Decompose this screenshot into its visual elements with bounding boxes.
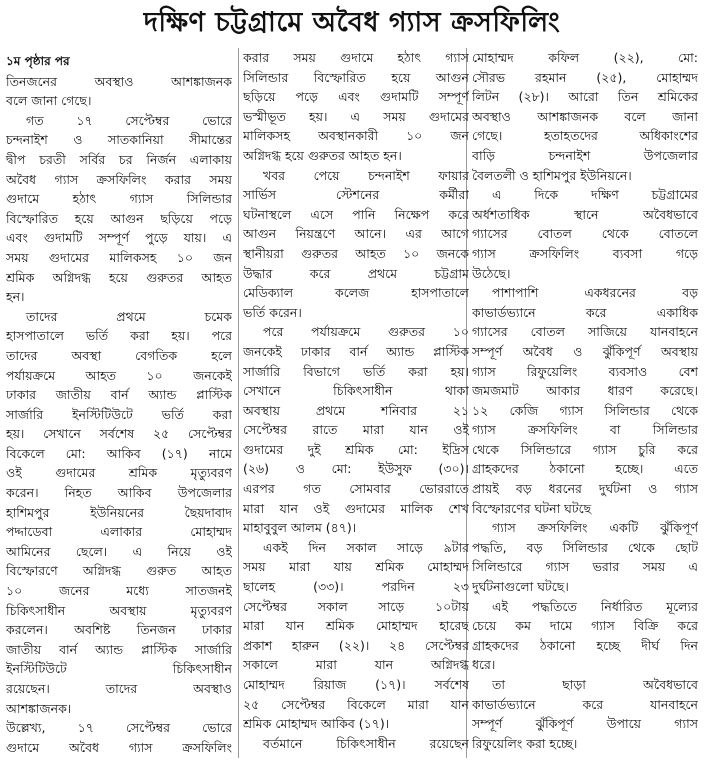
text-line: গেছে। হতাহতদের অধিকাংশের — [472, 128, 698, 144]
text-line: দ্বীপ চরতী সর্বির চর নির্জন এলাকায় — [6, 151, 232, 167]
text-line: সিলিন্ডারে গ্যাস ভরার সময় এ — [472, 559, 698, 575]
text-line: আমিনের ছেলে। এ নিয়ে ওই — [6, 543, 232, 559]
article-column-1 — [6, 52, 232, 757]
text-line: ঢাকার জাতীয় বার্ন অ্যান্ড প্লাস্টিক — [6, 387, 232, 403]
text-line: বর্তমানে চিকিৎসাধীন রয়েছেন — [263, 735, 469, 751]
text-line: সৌরভ রহমান (২৫), মোহাম্মদ — [472, 69, 698, 85]
text-line: শ্রমিক অগ্নিদগ্ধ হয়ে গুরুতর আহত — [6, 269, 232, 285]
text-line: মারা যান শ্রমিক মোহাম্মদ হারেছ — [243, 618, 469, 634]
text-line: ঘটনাস্থলে এসে পানি নিক্ষেপ করে — [243, 206, 469, 222]
text-line: ভর্তি করেন। — [243, 304, 302, 320]
text-line: জমজমাট আকার ধারণ করেছে। — [472, 383, 698, 399]
text-line: গ্রাহকদের ঠকানো হচ্ছে। এতে — [472, 461, 698, 477]
text-line: চেয়ে কম দামে গ্যাস বিক্রি করে — [472, 618, 698, 634]
text-line: ছালেহ (৩৩)। পরদিন ২৩ — [243, 579, 469, 595]
text-line: উল্লেখ্য, ১৭ সেপ্টেম্বর ভোরে — [6, 720, 232, 736]
text-line: ভস্মীভূত হয়। এ সময় গুদামের — [243, 108, 469, 124]
text-line: ছড়িয়ে পড়ে এবং গুদামটি সম্পূর্ণ — [243, 89, 469, 105]
text-line: মারা যান ওই গুদামের মালিক শেখ — [243, 500, 469, 516]
text-line: মাহাবুবুল আলম (৪৭)। — [243, 520, 357, 536]
text-line: অবস্থায় প্রথমে শনিবার ২১ — [243, 402, 469, 418]
text-line: এবং গুদামটি সম্পূর্ণ পুড়ে যায়। এ — [6, 230, 232, 246]
text-line: সেপ্টেম্বর রাতে মারা যান ওই — [243, 422, 469, 438]
text-line: মালিকসহ অবস্থানকারী ১০ জন — [243, 128, 469, 144]
text-line: সার্জারি ইনস্টিটিউটে ভর্তি করা — [6, 406, 232, 422]
text-line: ১২ কেজি গ্যাস সিলিন্ডার থেকে — [472, 402, 698, 418]
text-line: হন। — [6, 289, 25, 305]
text-line: পরে পর্যায়ক্রমে গুরুতর ১০ — [263, 324, 469, 340]
text-line: কাভার্ডভ্যানে করে একাধিক — [472, 304, 698, 320]
text-line: জনকেই ঢাকার বার্ন অ্যান্ড প্লাস্টিক — [243, 343, 469, 359]
text-line: উঠেছে। — [472, 265, 511, 281]
text-line: পর্যায়ক্রমে আহত ১০ জনকেই — [6, 367, 232, 383]
text-line: প্রায়ই বড় ধরনের দুর্ঘটনা ও গ্যাস — [472, 481, 698, 497]
text-line: খবর পেয়ে চন্দনাইশ ফায়ার — [263, 167, 469, 183]
text-line: বিস্ফোরণের ঘটনা ঘটছে — [472, 500, 592, 516]
text-line: কাভার্ডভ্যানে করে যানবাহনে — [472, 696, 698, 712]
text-line: অবস্থাও আশঙ্কাজনক বলে জানা — [472, 108, 698, 124]
text-line: সময় গুদামের মালিকসহ ১০ জন — [6, 249, 232, 265]
text-line: গ্যাসের বোতল থেকে বোতলে — [472, 226, 698, 242]
text-line: সেপ্টেম্বর সকাল সাড়ে ১০টায় — [243, 598, 469, 614]
text-line: গুদামের দুই শ্রমিক মো: ইদ্রিস — [243, 441, 469, 457]
text-line: গুদামে অবৈধ গ্যাস ক্রসফিলিং — [6, 739, 232, 755]
text-line: গুদামে হঠাৎ গ্যাস সিলিন্ডার — [6, 191, 232, 207]
text-line: এই পদ্ধতিতে নির্ধারিত মূল্যের — [492, 598, 698, 614]
text-line: সম্পূর্ণ অবৈধ ও ঝুঁকিপূর্ণ অবস্থায় — [472, 343, 698, 359]
text-line: তাদের প্রথমে চমেক — [26, 308, 232, 324]
text-line: এরপর গত সোমবার ভোররাতে — [243, 481, 469, 497]
text-line: করলেন। অবশিষ্ট তিনজন ঢাকার — [6, 622, 232, 638]
text-line: চিকিৎসাধীন অবস্থায় মৃত্যুবরণ — [6, 602, 232, 618]
text-line: রয়েছেন। তাদের অবস্থাও — [6, 681, 232, 696]
text-line: পদ্ধতি, বড় সিলিন্ডার থেকে ছোট — [472, 539, 698, 555]
text-line: থেকে সিলিন্ডারে গ্যাস চুরি করে — [472, 441, 698, 457]
text-line: এ দিকে দক্ষিণ চট্টগ্রামের — [492, 187, 698, 203]
text-line: করার সময় গুদামে হঠাৎ গ্যাস — [243, 50, 469, 65]
headline: দক্ষিণ চট্টগ্রামে অবৈধ গ্যাস ক্রসফিলিং — [143, 7, 561, 38]
text-line: (২৬) ও মো: ইউসুফ (৩০)। — [243, 461, 469, 477]
text-line: করেন। নিহত আকিব উপজেলার — [6, 485, 232, 501]
text-line: বলে জানা গেছে। — [6, 93, 92, 109]
column-rule — [238, 48, 239, 758]
article-column-3 — [472, 48, 698, 753]
text-line: বিস্ফোরণে অগ্নিদগ্ধ গুরুত আহত — [6, 563, 232, 579]
text-line: গত ১৭ সেপ্টেম্বর ভোরে — [26, 112, 232, 128]
text-line: গ্যাস ক্রসফিলিং বা সিলিন্ডার — [472, 422, 698, 438]
text-line: গ্যাসের বোতল সাজিয়ে যানবাহনে — [472, 324, 698, 340]
text-line: সকালে মারা যান অগ্নিদগ্ধ — [243, 657, 469, 673]
text-line: পাশাপাশি একধরনের বড় — [492, 285, 698, 301]
text-line: রিফুয়েলিং করা হচ্ছে। — [472, 735, 578, 751]
text-line: মেডিক্যাল কলেজ হাসপাতালে — [243, 285, 469, 301]
text-line: হাশিমপুর ইউনিয়নের ছৈয়দাবাদ — [6, 504, 232, 520]
text-line: আশঙ্কাজনক। — [6, 700, 72, 716]
text-line: উদ্ধার করে প্রথমে চট্টগ্রাম — [243, 265, 469, 281]
text-line: তাদের অবস্থা বেগতিক হলে — [6, 347, 232, 363]
text-line: ওই গুদামের শ্রমিক মৃত্যুবরণ — [6, 465, 232, 481]
text-line: সার্ভিস স্টেশনের কর্মীরা — [243, 187, 469, 203]
text-line: ধরে। — [472, 657, 496, 673]
text-line: সার্জারি বিভাগে ভর্তি করা হয়। — [243, 363, 469, 379]
text-line: অগ্নিদগ্ধ হয়ে গুরুতর আহত হন। — [243, 147, 402, 163]
text-line: সম্পূর্ণ ঝুঁকিপূর্ণ উপায়ে গ্যাস — [472, 716, 698, 732]
article-column-2 — [243, 48, 469, 753]
text-line: সেখানে চিকিৎসাধীন থাকা — [243, 383, 469, 399]
text-line: পদ্দাডেবা এলাকার মোহাম্মদ — [6, 524, 232, 540]
text-line: গ্যাস ক্রসফিলিং একটি ঝুঁকিপূর্ণ — [492, 520, 698, 536]
text-line: প্রকাশ হারুন (২২)। ২৪ সেপ্টেম্বর — [243, 637, 469, 653]
text-line: ১০ জনের মধ্যে সাতজনই — [6, 583, 232, 599]
text-line: শ্রমিক মোহাম্মদ আকিব (১৭)। — [243, 716, 390, 732]
text-line: সিলিন্ডার বিস্ফোরিত হয়ে আগুন — [243, 69, 469, 85]
text-line: অর্ধশতাধিক স্থানে অবৈধভাবে — [472, 206, 698, 222]
text-line: অবৈধ গ্যাস ক্রসফিলিং করার সময় — [6, 171, 232, 187]
continuation-label: ১ম পৃষ্ঠার পর — [6, 54, 70, 68]
text-line: ইনস্টিটিউটে চিকিৎসাধীন — [6, 661, 232, 677]
text-line: দুর্ঘটনাগুলো ঘটছে। — [472, 579, 569, 595]
text-line: জাতীয় বার্ন অ্যান্ড প্লাস্টিক সার্জারি — [6, 641, 232, 657]
text-line: স্থানীয়রা গুরুতর আহত ১০ জনকে — [243, 245, 469, 261]
text-line: গ্যাস রিফুয়েলিং ব্যবসাও বেশ — [472, 363, 698, 379]
text-line: বাড়ি চন্দনাইশ উপজেলার — [472, 147, 698, 163]
text-line: বৈলতলী ও হাশিমপুর ইউনিয়নে। — [472, 167, 632, 183]
text-line: মোহাম্মদ কফিল (২২), মো: — [472, 50, 698, 65]
text-line: সময় মারা যায় শ্রমিক মোহাম্মদ — [243, 559, 469, 575]
text-line: আগুন নিয়ন্ত্রণে আনে। এর আগে — [243, 226, 469, 242]
text-line: একই দিন সকাল সাড়ে ৯টার — [263, 539, 469, 555]
text-line: হয়। সেখানে সর্বশেষ ২৫ সেপ্টেম্বর — [6, 426, 232, 442]
text-line: গ্যাস ক্রসফিলিং ব্যবসা গড়ে — [472, 245, 698, 261]
text-line: চন্দনাইশ ও সাতকানিয়া সীমান্তের — [6, 132, 232, 148]
text-line: তা ছাড়া অবৈধভাবে — [492, 677, 698, 692]
text-line: মোহাম্মদ রিয়াজ (১৭)। সর্বশেষ — [243, 677, 469, 692]
text-line: ২৫ সেপ্টেম্বর বিকেলে মারা যান — [243, 696, 469, 712]
text-line: লিটন (২৮)। আরো তিন শ্রমিকের — [472, 89, 698, 105]
text-line: বিকেলে মো: আকিব (১৭) নামে — [6, 445, 232, 461]
text-line: বিস্ফোরিত হয়ে আগুন ছড়িয়ে পড়ে — [6, 210, 232, 226]
text-line: তিনজনের অবস্থাও আশঙ্কাজনক — [6, 73, 232, 89]
text-line: হাসপাতালে ভর্তি করা হয়। পরে — [6, 328, 232, 344]
text-line: গ্রাহকদের ঠকানো হচ্ছে দীর্ঘ দিন — [472, 637, 698, 653]
